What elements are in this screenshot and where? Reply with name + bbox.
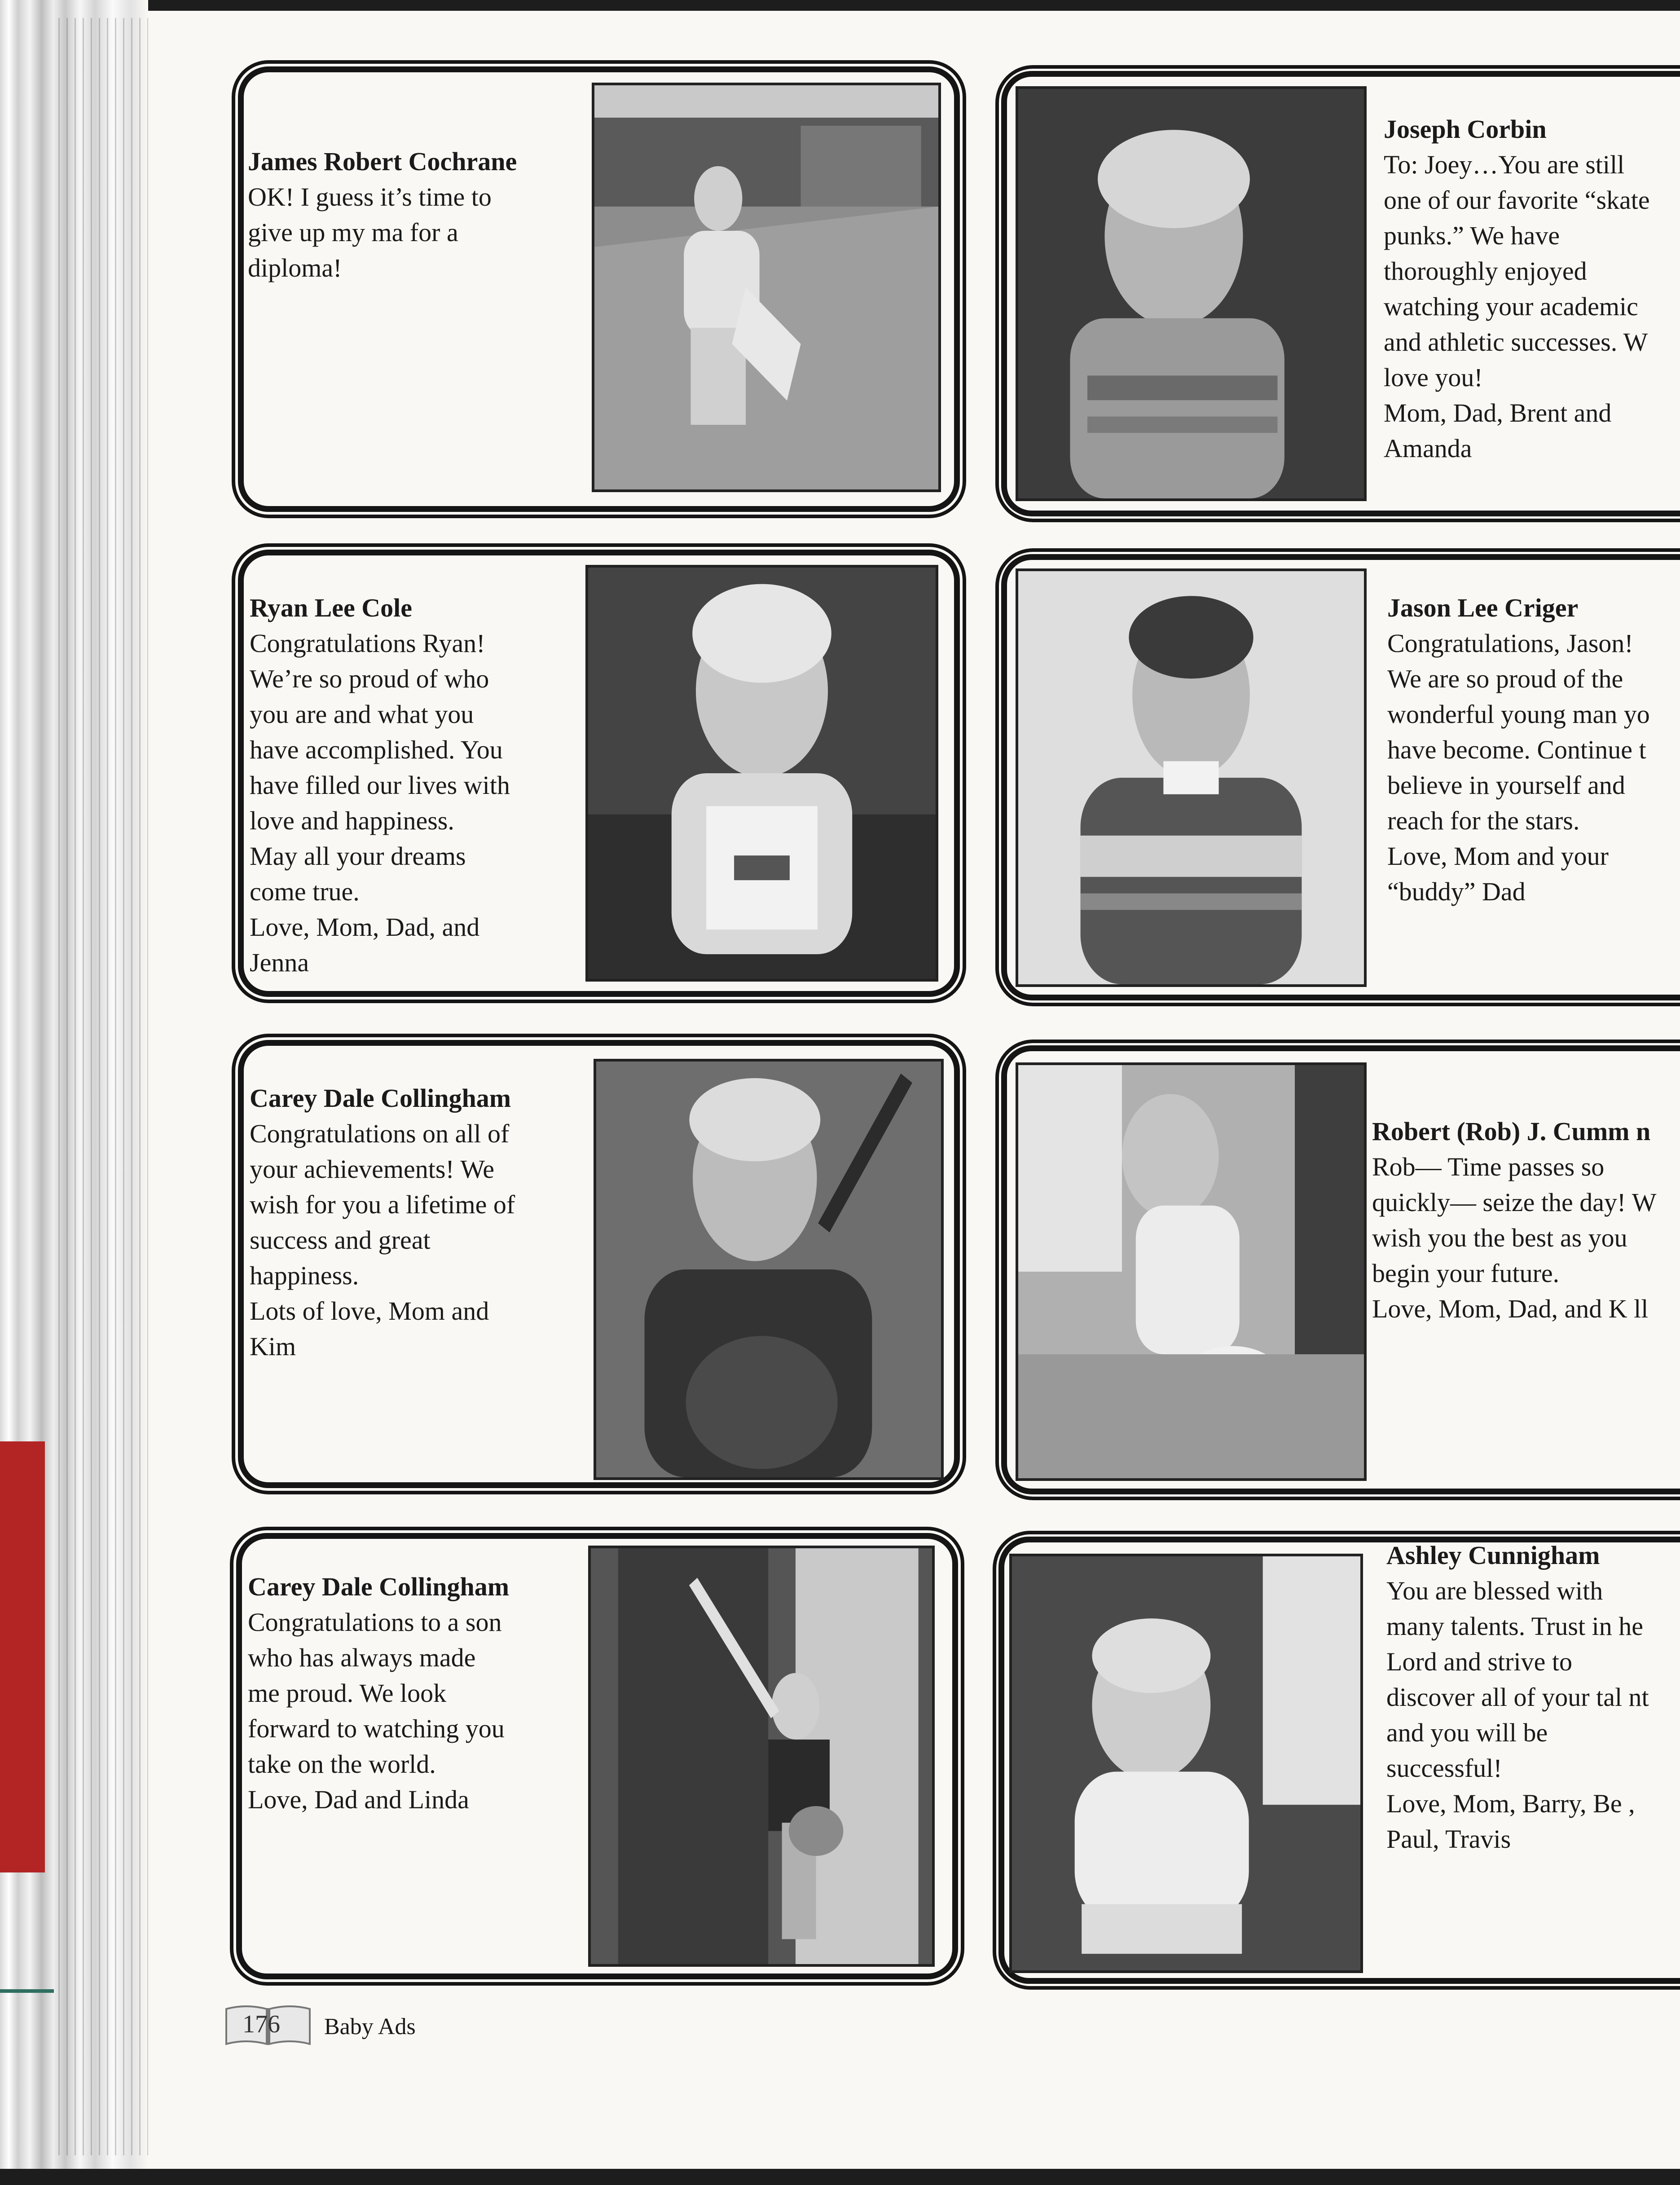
ad-caption-collingham-1 xyxy=(250,1080,515,1364)
ad-text-line: me proud. We look xyxy=(248,1678,447,1708)
ad-text-line: one of our favorite “skate xyxy=(1384,185,1650,215)
ad-text-line: Love, Mom, Dad, and xyxy=(250,912,480,942)
ad-caption-corbin xyxy=(1384,111,1650,466)
ad-text-line: your achievements! We xyxy=(250,1154,495,1184)
ad-text-line: OK! I guess it’s time to xyxy=(248,182,492,211)
page-number: 176 xyxy=(242,2010,280,2038)
ad-text-line: Congratulations to a son xyxy=(248,1608,502,1637)
ad-caption-collingham-2 xyxy=(248,1569,509,1817)
ad-text-line: Lots of love, Mom and xyxy=(250,1296,489,1326)
ad-text-line: We’re so proud of who xyxy=(250,664,489,693)
ad-text-line: diploma! xyxy=(248,253,342,282)
ad-text-line: have filled our lives with xyxy=(250,771,510,800)
ad-text-line: Kim xyxy=(250,1332,296,1361)
ad-name: Carey Dale Collingham xyxy=(250,1084,511,1113)
spine-red-band xyxy=(0,1441,45,1872)
ad-text-line: love and happiness. xyxy=(250,806,454,835)
ad-text-line: Love, Mom, Dad, and K ll xyxy=(1372,1294,1649,1323)
baby-photo-criger xyxy=(1016,568,1367,987)
ad-text-line: Paul, Travis xyxy=(1386,1824,1511,1854)
ad-text-line: wish you the best as you xyxy=(1372,1223,1627,1252)
ad-name: Ashley Cunnigham xyxy=(1386,1541,1600,1570)
baby-photo-collingham-sword xyxy=(588,1546,935,1967)
ad-text-line: Mom, Dad, Brent and xyxy=(1384,398,1612,427)
ad-text-line: “buddy” Dad xyxy=(1387,877,1526,906)
ad-text-line: believe in yourself and xyxy=(1387,771,1625,800)
spine-green-stripe xyxy=(0,1989,54,1993)
ad-text-line: Rob— Time passes so xyxy=(1372,1152,1605,1181)
page-top-edge xyxy=(0,0,1680,11)
ad-text-line: you are and what you xyxy=(250,700,474,729)
ad-caption-cochrane xyxy=(248,144,517,286)
ad-text-line: and athletic successes. W xyxy=(1384,327,1648,357)
ad-name: Ryan Lee Cole xyxy=(250,593,413,622)
ad-caption-cummings xyxy=(1372,1114,1657,1326)
ad-text-line: wish for you a lifetime of xyxy=(250,1190,515,1219)
ad-text-line: and you will be xyxy=(1386,1718,1548,1747)
ad-text-line: Congratulations, Jason! xyxy=(1387,629,1633,658)
ad-caption-cole xyxy=(250,590,510,980)
ad-text-line: Congratulations on all of xyxy=(250,1119,510,1148)
ad-text-line: Congratulations Ryan! xyxy=(250,629,485,658)
ad-text-line: We are so proud of the xyxy=(1387,664,1623,693)
baby-photo-collingham-cello xyxy=(594,1059,944,1480)
ad-name: Carey Dale Collingham xyxy=(248,1572,510,1601)
ad-text-line: give up my ma for a xyxy=(248,218,458,247)
ad-text-line: Love, Dad and Linda xyxy=(248,1785,469,1814)
ad-caption-cunnigham xyxy=(1386,1537,1649,1857)
ad-text-line: May all your dreams xyxy=(250,841,466,871)
ad-text-line: To: Joey…You are still xyxy=(1384,150,1625,179)
section-title: Baby Ads xyxy=(324,2014,416,2040)
ad-text-line: quickly— seize the day! W xyxy=(1372,1188,1657,1217)
ad-text-line: have become. Continue t xyxy=(1387,735,1646,764)
page-bottom-edge xyxy=(0,2169,1680,2185)
ad-caption-criger xyxy=(1387,590,1650,909)
ad-text-line: watching your academic xyxy=(1384,292,1638,321)
ad-text-line: many talents. Trust in he xyxy=(1386,1612,1643,1641)
baby-photo-cochrane xyxy=(592,83,941,492)
ad-text-line: who has always made xyxy=(248,1643,476,1672)
ad-text-line: love you! xyxy=(1384,363,1483,392)
ad-name: Joseph Corbin xyxy=(1384,115,1547,144)
ad-text-line: happiness. xyxy=(250,1261,359,1290)
ad-text-line: Love, Mom, Barry, Be , xyxy=(1386,1789,1635,1818)
baby-photo-corbin xyxy=(1016,86,1367,501)
ad-text-line: discover all of your tal nt xyxy=(1386,1683,1649,1712)
baby-photo-cole xyxy=(585,565,938,982)
ad-text-line: Love, Mom and your xyxy=(1387,841,1609,871)
ad-text-line: reach for the stars. xyxy=(1387,806,1580,835)
ad-name: Robert (Rob) J. Cumm n xyxy=(1372,1117,1651,1146)
ad-text-line: come true. xyxy=(250,877,360,906)
ad-text-line: punks.” We have xyxy=(1384,221,1560,250)
ad-text-line: forward to watching you xyxy=(248,1714,505,1743)
ad-text-line: take on the world. xyxy=(248,1749,436,1779)
ad-text-line: thoroughly enjoyed xyxy=(1384,256,1587,286)
page-edges xyxy=(58,18,148,2155)
ad-text-line: successful! xyxy=(1386,1753,1502,1783)
ad-name: Jason Lee Criger xyxy=(1387,593,1579,622)
ad-text-line: success and great xyxy=(250,1225,431,1255)
baby-photo-cummings xyxy=(1016,1062,1367,1481)
ad-name: James Robert Cochrane xyxy=(248,147,517,176)
ad-text-line: begin your future. xyxy=(1372,1259,1560,1288)
ad-text-line: wonderful young man yo xyxy=(1387,700,1650,729)
ad-text-line: Jenna xyxy=(250,948,309,977)
ad-text-line: Amanda xyxy=(1384,434,1472,463)
ad-text-line: have accomplished. You xyxy=(250,735,503,764)
ad-text-line: Lord and strive to xyxy=(1386,1647,1572,1676)
ad-text-line: You are blessed with xyxy=(1386,1576,1603,1605)
baby-photo-cunnigham xyxy=(1009,1554,1363,1973)
